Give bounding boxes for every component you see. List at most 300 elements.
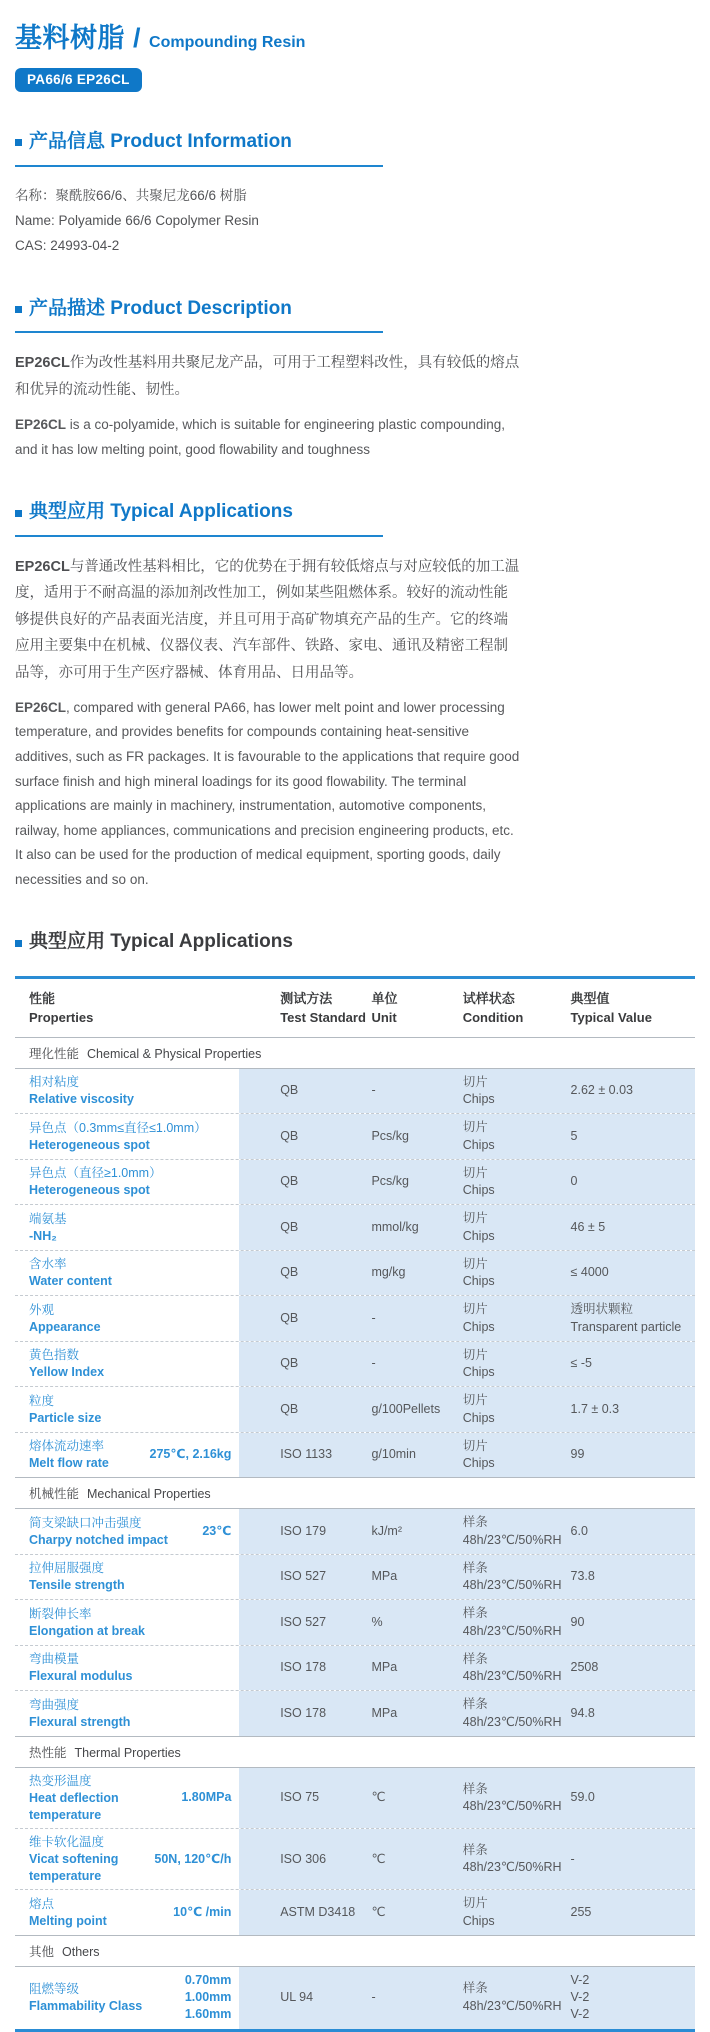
condition-line: Chips [462,1137,495,1152]
property-name-zh: 简支梁缺口冲击强度 [29,1515,142,1530]
condition-line: 样条 [462,1515,488,1530]
test-standard-cell: ISO 527 [280,1614,327,1629]
property-name-en: Heterogeneous spot [29,1183,150,1198]
table-row [15,1250,695,1296]
condition-cell [463,1119,571,1154]
properties-table [15,976,695,2031]
condition-line: 样条 [462,1651,488,1666]
property-name-zh: 粒度 [29,1393,55,1408]
table-row [15,1967,695,2029]
property-names [29,1896,107,1930]
condition-line: 切片 [462,1211,488,1226]
table-row [15,1295,695,1341]
column-header-condition [463,990,571,1028]
condition-line: 48h/23℃/50%RH [462,1623,562,1638]
condition-cell [463,1895,571,1930]
property-cell [15,1433,239,1478]
property-name-en: Flammability Class [29,1999,143,2014]
column-header-en: Typical Value [570,1010,652,1025]
property-cell [15,1829,239,1889]
section-heading [15,130,695,154]
unit-cell: - [371,1310,376,1325]
section-typical-applications-text [15,500,695,892]
table-row [15,1069,695,1114]
property-name-en: Vicat softening temperature [29,1852,119,1883]
typical-value-line: Transparent particle [570,1319,682,1334]
condition-line: 切片 [462,1347,488,1362]
typical-applications-body [15,554,695,892]
subsection-label-zh: 其他 [29,1944,55,1959]
property-names [29,1438,109,1472]
typical-value-cell [571,1523,695,1540]
condition-line: Chips [462,1365,495,1380]
description-paragraph-zh [15,350,520,403]
property-name-zh: 阻燃等级 [29,1981,80,1996]
row-values-panel [239,1114,695,1159]
typical-value-cell [571,1851,695,1868]
property-test-condition-note [146,1446,232,1463]
typical-value-cell [571,1705,695,1722]
row-values-panel [239,1600,695,1645]
section-underline [15,331,383,333]
condition-cell [463,1514,571,1549]
property-names [29,1074,134,1108]
property-name-zh: 断裂伸长率 [29,1606,92,1621]
test-standard-cell: ISO 1133 [280,1447,333,1462]
property-names [29,1697,130,1731]
paragraph-lead: EP26CL [15,559,70,576]
property-cell [15,1205,239,1250]
note-line: 1.80MPa [181,1790,232,1805]
subsection-label-zh: 理化性能 [29,1046,80,1061]
typical-value-line: - [570,1851,575,1866]
test-standard-cell: QB [280,1128,299,1143]
property-names [29,1302,101,1336]
property-name-en: Flexural modulus [29,1669,133,1684]
property-name-zh: 异色点（0.3mm≤直径≤1.0mm） [29,1120,207,1135]
paragraph-lead: EP26CL [15,417,67,433]
condition-cell [463,1347,571,1382]
property-names [29,1347,104,1381]
product-grade-badge: PA66/6 EP26CL [15,68,142,92]
test-standard-cell: ISO 178 [280,1705,327,1720]
note-line: 23℃ [202,1523,232,1538]
property-cell [15,1114,239,1159]
unit-cell: - [371,1083,376,1098]
table-row [15,1768,695,1828]
product-cas: CAS: 24993-04-2 [15,237,120,253]
page-title-en: Compounding Resin [149,34,306,51]
condition-line: 切片 [462,1074,488,1089]
row-values-panel [239,1387,695,1432]
test-standard-cell: QB [280,1310,299,1325]
unit-cell: Pcs/kg [371,1128,409,1143]
property-name-en: Heterogeneous spot [29,1137,150,1152]
typical-value-cell [571,1355,695,1372]
condition-line: Chips [462,1274,495,1289]
subsection-label-en: Others [62,1944,100,1959]
column-header-zh: 试样状态 [462,991,515,1007]
condition-line: Chips [462,1183,495,1198]
test-standard-cell: QB [280,1083,299,1098]
column-header-zh: 性能 [29,991,56,1007]
table-header-right [239,990,695,1028]
typical-value-line: 59.0 [570,1790,595,1805]
table-row [15,1432,695,1478]
property-test-condition-note [169,1904,231,1921]
condition-line: 48h/23℃/50%RH [462,1860,562,1875]
typical-value-cell [571,1401,695,1418]
test-standard-cell: ISO 75 [280,1790,320,1805]
condition-line: 切片 [462,1165,488,1180]
table-row [15,1204,695,1250]
typical-value-line: V-2 [570,2007,590,2022]
row-values-panel [239,1967,695,2029]
condition-cell [463,1842,571,1877]
property-cell [15,1768,239,1828]
test-standard-cell: ISO 178 [280,1660,327,1675]
typical-value-line: 94.8 [570,1705,595,1720]
typical-value-line: ≤ -5 [570,1356,592,1371]
table-body [15,1037,695,2029]
condition-line: 样条 [462,1781,488,1796]
section-heading [15,297,695,321]
table-row [15,1554,695,1600]
section-title: 典型应用 Typical Applications [29,501,293,523]
typical-value-line: 2508 [570,1660,599,1675]
note-line: 0.70mm [184,1972,232,1987]
applications-paragraph-zh [15,554,520,686]
table-row [15,1889,695,1935]
paragraph-text: 作为改性基料用共聚尼龙产品，可用于工程塑料改性，具有较低的熔点和优异的流动性能、韧性。 [15,355,520,398]
subsection-label-zh: 热性能 [29,1745,67,1760]
row-values-panel [239,1296,695,1341]
unit-cell: g/10min [371,1447,416,1462]
property-name-en: Melt flow rate [29,1456,109,1471]
test-standard-cell: QB [280,1356,299,1371]
property-names [29,1165,162,1199]
property-cell [15,1160,239,1205]
table-subsection-row [15,1736,695,1768]
property-name-en: Relative viscosity [29,1092,134,1107]
property-test-condition-note [177,1789,231,1806]
row-values-panel [239,1205,695,1250]
table-header-row [15,979,695,1037]
property-names [29,1211,67,1245]
property-cell [15,1509,239,1554]
property-name-zh: 相对粘度 [29,1075,80,1090]
section-title: 产品描述 Product Description [29,297,292,319]
row-values-panel [239,1768,695,1828]
column-header-en: Condition [462,1010,524,1025]
square-bullet-icon [15,940,22,947]
unit-cell: ℃ [371,1904,386,1919]
table-row [15,1690,695,1736]
unit-cell: - [371,1990,376,2005]
property-name-zh: 熔体流动速率 [29,1439,105,1454]
property-name-en: Yellow Index [29,1365,105,1380]
typical-value-cell [571,1659,695,1676]
section-title: 产品信息 Product Information [29,131,292,152]
section-product-information [15,130,695,259]
square-bullet-icon [15,306,22,313]
condition-cell [463,1980,571,2015]
row-values-panel [239,1509,695,1554]
section-heading [15,500,695,524]
condition-cell [463,1165,571,1200]
table-row [15,1828,695,1889]
property-name-en: Appearance [29,1319,101,1334]
paragraph-lead: EP26CL [15,699,67,715]
unit-cell: % [371,1614,383,1629]
property-cell [15,1646,239,1691]
condition-line: 切片 [462,1393,488,1408]
note-line: 10℃ /min [173,1904,232,1919]
property-name-zh: 维卡软化温度 [29,1835,105,1850]
property-name-zh: 弯曲模量 [29,1652,80,1667]
column-header-typical-value [571,990,695,1028]
property-name-en: Heat deflection temperature [29,1791,119,1822]
column-header-test-standard [280,990,371,1028]
property-name-en: Melting point [29,1913,107,1928]
property-cell [15,1387,239,1432]
paragraph-text: 与普通改性基料相比，它的优势在于拥有较低熔点与对应较低的加工温度，适用于不耐高温的添加剂改性加工，例如某些阻燃体系。较好的流动性能够提供良好的产品表面光洁度，并且可用于高矿物填充产品的生产。它的终端应用主要集中在机械、仪器仪表、汽车部件、铁路、家电、通讯及精密工程制品等，亦可用于生产医疗器械、体育用品、日用品等。 [15,559,520,681]
property-name-zh: 外观 [29,1302,55,1317]
test-standard-cell: QB [280,1174,299,1189]
condition-line: 48h/23℃/50%RH [462,1532,562,1547]
property-name-zh: 端氨基 [29,1211,67,1226]
product-name-zh: 名称：聚酰胺66/6、共聚尼龙66/6 树脂 [15,187,247,203]
unit-cell: mmol/kg [371,1219,419,1234]
table-row [15,1386,695,1432]
table-row [15,1159,695,1205]
subsection-label-en: Thermal Properties [74,1745,181,1760]
condition-cell [463,1301,571,1336]
property-test-condition-note [150,1851,231,1868]
subsection-label-en: Chemical & Physical Properties [87,1046,262,1061]
property-name-en: Flexural strength [29,1714,131,1729]
typical-value-cell [571,1568,695,1585]
paragraph-lead: EP26CL [15,355,70,372]
condition-line: Chips [462,1456,495,1471]
property-cell [15,1555,239,1600]
typical-value-line: 255 [570,1904,592,1919]
typical-value-line: 1.7 ± 0.3 [570,1401,620,1416]
typical-value-line: 73.8 [570,1569,595,1584]
property-names [29,1981,142,2015]
row-values-panel [239,1342,695,1387]
condition-line: 样条 [462,1842,488,1857]
condition-cell [463,1256,571,1291]
condition-cell [463,1438,571,1473]
property-test-condition-note [181,1972,232,2024]
property-name-en: Charpy notched impact [29,1532,168,1547]
property-name-en: Water content [29,1274,112,1289]
typical-value-line: 0 [570,1174,578,1189]
test-standard-cell: ISO 527 [280,1569,327,1584]
property-name-zh: 拉伸屈服强度 [29,1561,105,1576]
property-cell [15,1069,239,1114]
condition-line: 样条 [462,1606,488,1621]
row-values-panel [239,1829,695,1889]
property-cell [15,1890,239,1935]
table-subsection-row [15,1477,695,1509]
product-name-en: Name: Polyamide 66/6 Copolymer Resin [15,212,259,228]
test-standard-cell: ISO 179 [280,1523,327,1538]
page-title-zh: 基料树脂 / [15,23,142,53]
condition-line: 切片 [462,1438,488,1453]
property-name-en: Particle size [29,1410,102,1425]
section-underline [15,535,383,537]
property-cell [15,1342,239,1387]
condition-cell [463,1210,571,1245]
property-cell [15,1967,239,2029]
condition-line: 48h/23℃/50%RH [462,1578,562,1593]
note-line: 1.00mm [184,1990,232,2005]
condition-cell [463,1651,571,1686]
paragraph-text: , compared with general PA66, has lower melt point and lower processing temperature, and provides benefits for compounds containing heat-sensitive additives, such as FR packages. It is favourable to the applications that require good surface finish and high mineral loadings for its good flowability. The terminal applications are mainly in machinery, instrumentation, automotive components, railway, home appliances, communications and precision engineering products, etc. It also can be used for the production of medical equipment, sporting goods, daily necessities and so on. [15,699,520,887]
property-name-zh: 弯曲强度 [29,1697,80,1712]
property-name-zh: 含水率 [29,1257,67,1272]
typical-value-cell [571,1614,695,1631]
table-row [15,1113,695,1159]
typical-value-cell [571,1173,695,1190]
note-line: 275℃, 2.16kg [149,1447,232,1462]
condition-line: Chips [462,1319,495,1334]
condition-line: 样条 [462,1697,488,1712]
condition-line: 48h/23℃/50%RH [462,1998,562,2013]
property-names [29,1256,112,1290]
condition-cell [463,1605,571,1640]
typical-value-cell [571,1301,695,1336]
table-row [15,1645,695,1691]
condition-line: Chips [462,1092,495,1107]
table-row [15,1509,695,1554]
condition-cell [463,1560,571,1595]
section-underline [15,165,383,167]
property-name-en: Tensile strength [29,1578,125,1593]
note-line: 50N, 120℃/h [154,1851,232,1866]
row-values-panel [239,1691,695,1736]
section-title: 典型应用 Typical Applications [29,931,293,953]
typical-value-cell [571,1446,695,1463]
row-values-panel [239,1251,695,1296]
product-description-body [15,350,695,462]
property-names [29,1515,168,1549]
typical-value-line: 90 [570,1614,585,1629]
condition-cell [463,1074,571,1109]
row-values-panel [239,1069,695,1114]
column-header-en: Properties [29,1010,94,1025]
test-standard-cell: ISO 306 [280,1851,327,1866]
unit-cell: ℃ [371,1790,386,1805]
condition-line: 样条 [462,1981,488,1996]
property-cell [15,1296,239,1341]
condition-line: 48h/23℃/50%RH [462,1669,562,1684]
unit-cell: mg/kg [371,1265,406,1280]
column-header-unit [371,990,462,1028]
typical-value-cell [571,1219,695,1236]
description-paragraph-en [15,413,520,462]
product-info-body [15,184,695,259]
unit-cell: MPa [371,1660,398,1675]
test-standard-cell: QB [280,1401,299,1416]
square-bullet-icon [15,139,22,146]
unit-cell: MPa [371,1569,398,1584]
column-header-en: Test Standard [280,1010,366,1025]
typical-value-cell [571,1082,695,1099]
test-standard-cell: ASTM D3418 [280,1904,356,1919]
subsection-label-zh: 机械性能 [29,1487,80,1502]
condition-cell [463,1696,571,1731]
section-heading [15,930,695,954]
unit-cell: kJ/m² [371,1523,402,1538]
unit-cell: Pcs/kg [371,1174,409,1189]
property-name-zh: 熔点 [29,1896,55,1911]
unit-cell: ℃ [371,1851,386,1866]
typical-value-line: V-2 [570,1990,590,2005]
condition-line: 48h/23℃/50%RH [462,1798,562,1813]
property-names [29,1651,133,1685]
condition-line: Chips [462,1228,495,1243]
property-test-condition-note [198,1523,231,1540]
property-names [29,1773,177,1823]
property-name-zh: 黄色指数 [29,1348,80,1363]
unit-cell: - [371,1356,376,1371]
property-names [29,1560,125,1594]
section-product-description [15,297,695,463]
column-header-en: Unit [371,1010,397,1025]
property-cell [15,1600,239,1645]
typical-value-cell [571,1972,695,2024]
note-line: 1.60mm [184,2007,232,2022]
condition-cell [463,1781,571,1816]
page-title [15,16,695,55]
column-header-zh: 典型值 [570,991,610,1007]
table-subsection-row [15,1037,695,1069]
typical-value-line: ≤ 4000 [570,1265,609,1280]
row-values-panel [239,1646,695,1691]
test-standard-cell: QB [280,1219,299,1234]
condition-line: 48h/23℃/50%RH [462,1714,562,1729]
table-subsection-row [15,1935,695,1967]
typical-value-line: 5 [570,1128,578,1143]
condition-line: 切片 [462,1120,488,1135]
property-names [29,1606,145,1640]
condition-line: Chips [462,1913,495,1928]
condition-cell [463,1392,571,1427]
table-row [15,1599,695,1645]
property-cell [15,1691,239,1736]
typical-value-line: 6.0 [570,1523,588,1538]
property-cell [15,1251,239,1296]
condition-line: 切片 [462,1256,488,1271]
condition-line: 样条 [462,1560,488,1575]
test-standard-cell: QB [280,1265,299,1280]
paragraph-text: is a co-polyamide, which is suitable for engineering plastic compounding, and it has low melting point, good flowability and toughness [15,417,506,457]
row-values-panel [239,1160,695,1205]
property-name-en: -NH₂ [29,1228,57,1243]
typical-value-line: 99 [570,1447,585,1462]
section-properties-table [15,930,695,2031]
column-header-properties [15,990,239,1028]
condition-line: Chips [462,1410,495,1425]
condition-line: 切片 [462,1302,488,1317]
unit-cell: g/100Pellets [371,1401,441,1416]
unit-cell: MPa [371,1705,398,1720]
row-values-panel [239,1890,695,1935]
typical-value-line: 46 ± 5 [570,1219,606,1234]
